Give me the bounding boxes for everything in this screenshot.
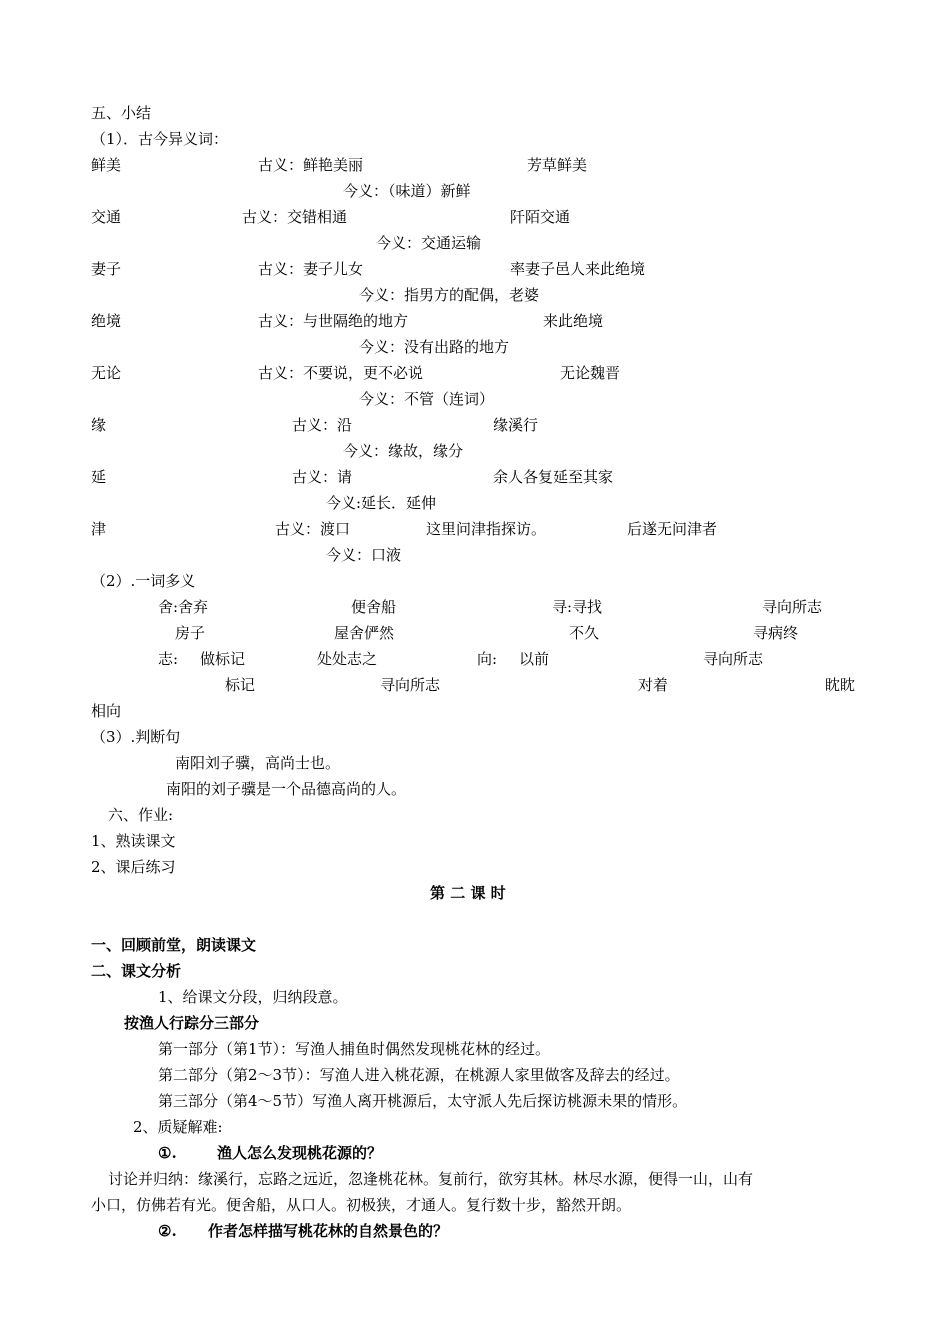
question-text: 渔人怎么发现桃花源的？ bbox=[217, 1144, 383, 1162]
example-text: 率妻子邑人来此绝境 bbox=[510, 260, 646, 278]
modern-meaning: 今义:延长．延伸 bbox=[326, 494, 437, 512]
example-text: 阡陌交通 bbox=[510, 208, 571, 226]
example-text: 无论魏晋 bbox=[560, 364, 621, 382]
part-heading: 二、课文分析 bbox=[91, 962, 182, 980]
ancient-meaning: 古义：请 bbox=[292, 468, 353, 486]
judgment-sentence: 南阳刘子骥，高尚士也。 bbox=[175, 754, 341, 772]
polysemy-item: 做标记 bbox=[200, 650, 246, 668]
polysemy-item: 寻向所志 bbox=[380, 676, 441, 694]
example-text: 余人各复延至其家 bbox=[493, 468, 614, 486]
division-part: 第三部分（第4～5节）写渔人离开桃源后，太守派人先后探访桃源未果的情形。 bbox=[158, 1092, 688, 1110]
polysemy-item: 舍:舍弃 bbox=[158, 598, 209, 616]
discussion-text: 小口，仿佛若有光。便舍船，从口人。初极狭，才通人。复行数十步，豁然开朗。 bbox=[91, 1196, 632, 1214]
vocab-word: 缘 bbox=[91, 416, 107, 434]
modern-meaning: 今义：指男方的配偶，老婆 bbox=[359, 286, 540, 304]
vocab-word: 延 bbox=[91, 468, 107, 486]
example-text: 后遂无问津者 bbox=[627, 520, 718, 538]
polysemy-item: 寻向所志 bbox=[703, 650, 764, 668]
polysemy-item: 向: bbox=[477, 650, 498, 668]
polysemy-item: 寻向所志 bbox=[762, 598, 823, 616]
polysemy-item: 处处志之 bbox=[317, 650, 378, 668]
homework-item: 2、课后练习 bbox=[91, 858, 176, 876]
polysemy-item: 寻:寻找 bbox=[552, 598, 603, 616]
ancient-meaning: 古义：妻子儿女 bbox=[258, 260, 364, 278]
judgment-translation: 南阳的刘子骥是一个品德高尚的人。 bbox=[166, 780, 407, 798]
subsection-title: （3）.判断句 bbox=[91, 728, 181, 746]
ancient-meaning: 古义：不要说，更不必说 bbox=[258, 364, 424, 382]
polysemy-item: 以前 bbox=[519, 650, 550, 668]
polysemy-item: 志: bbox=[158, 650, 179, 668]
question-number: ①. bbox=[158, 1144, 177, 1162]
ancient-meaning: 古义：交错相通 bbox=[242, 208, 348, 226]
polysemy-item: 对着 bbox=[638, 676, 669, 694]
section-heading: 六、作业: bbox=[108, 806, 174, 824]
division-part: 第一部分（第1节）：写渔人捕鱼时偶然发现桃花林的经过。 bbox=[158, 1040, 551, 1058]
polysemy-item: 寻病终 bbox=[753, 624, 799, 642]
vocab-word: 津 bbox=[91, 520, 107, 538]
question-text: 作者怎样描写桃花林的自然景色的？ bbox=[208, 1222, 449, 1240]
modern-meaning: 今义：没有出路的地方 bbox=[359, 338, 510, 356]
modern-meaning: 今义：口液 bbox=[326, 546, 402, 564]
modern-meaning: 今义：缘故，缘分 bbox=[343, 442, 464, 460]
division-part: 第二部分（第2～3节）：写渔人进入桃花源，在桃源人家里做客及辞去的经过。 bbox=[158, 1066, 680, 1084]
question-number: ②. bbox=[158, 1222, 177, 1240]
example-text: 来此绝境 bbox=[543, 312, 604, 330]
example-text: 芳草鲜美 bbox=[527, 156, 588, 174]
division-title: 按渔人行踪分三部分 bbox=[124, 1014, 260, 1032]
vocab-word: 无论 bbox=[91, 364, 122, 382]
part-heading: 一、回顾前堂，朗读课文 bbox=[91, 936, 257, 954]
vocab-word: 交通 bbox=[91, 208, 122, 226]
modern-meaning: 今义：（味道）新鲜 bbox=[343, 182, 471, 200]
homework-item: 1、熟读课文 bbox=[91, 832, 176, 850]
polysemy-item: 便舍船 bbox=[351, 598, 397, 616]
subsection-title: （1）．古今异义词： bbox=[91, 130, 229, 148]
ancient-meaning: 古义：鲜艳美丽 bbox=[258, 156, 364, 174]
vocab-word: 妻子 bbox=[91, 260, 122, 278]
subsection-title: （2）.一词多义 bbox=[91, 572, 196, 590]
lesson-title: 第 二 课 时 bbox=[430, 884, 506, 902]
vocab-word: 绝境 bbox=[91, 312, 122, 330]
analysis-step: 2、质疑解难: bbox=[133, 1118, 223, 1136]
polysemy-item: 不久 bbox=[569, 624, 600, 642]
note-text: 这里问津指探访。 bbox=[426, 520, 547, 538]
ancient-meaning: 古义：渡口 bbox=[275, 520, 351, 538]
example-text: 缘溪行 bbox=[493, 416, 539, 434]
analysis-step: 1、给课文分段，归纳段意。 bbox=[158, 988, 348, 1006]
section-heading: 五、小结 bbox=[91, 104, 152, 122]
polysemy-item: 相向 bbox=[91, 702, 122, 720]
discussion-text: 讨论并归纳：缘溪行，忘路之远近，忽逢桃花林。复前行，欲穷其林。林尽水源，便得一山，山有 bbox=[108, 1170, 754, 1188]
ancient-meaning: 古义：沿 bbox=[292, 416, 353, 434]
modern-meaning: 今义：不管（连词） bbox=[359, 390, 495, 408]
polysemy-item: 眈眈 bbox=[825, 676, 856, 694]
polysemy-item: 标记 bbox=[225, 676, 256, 694]
polysemy-item: 房子 bbox=[175, 624, 206, 642]
modern-meaning: 今义：交通运输 bbox=[376, 234, 482, 252]
polysemy-item: 屋舍俨然 bbox=[334, 624, 395, 642]
vocab-word: 鲜美 bbox=[91, 156, 122, 174]
ancient-meaning: 古义：与世隔绝的地方 bbox=[258, 312, 409, 330]
